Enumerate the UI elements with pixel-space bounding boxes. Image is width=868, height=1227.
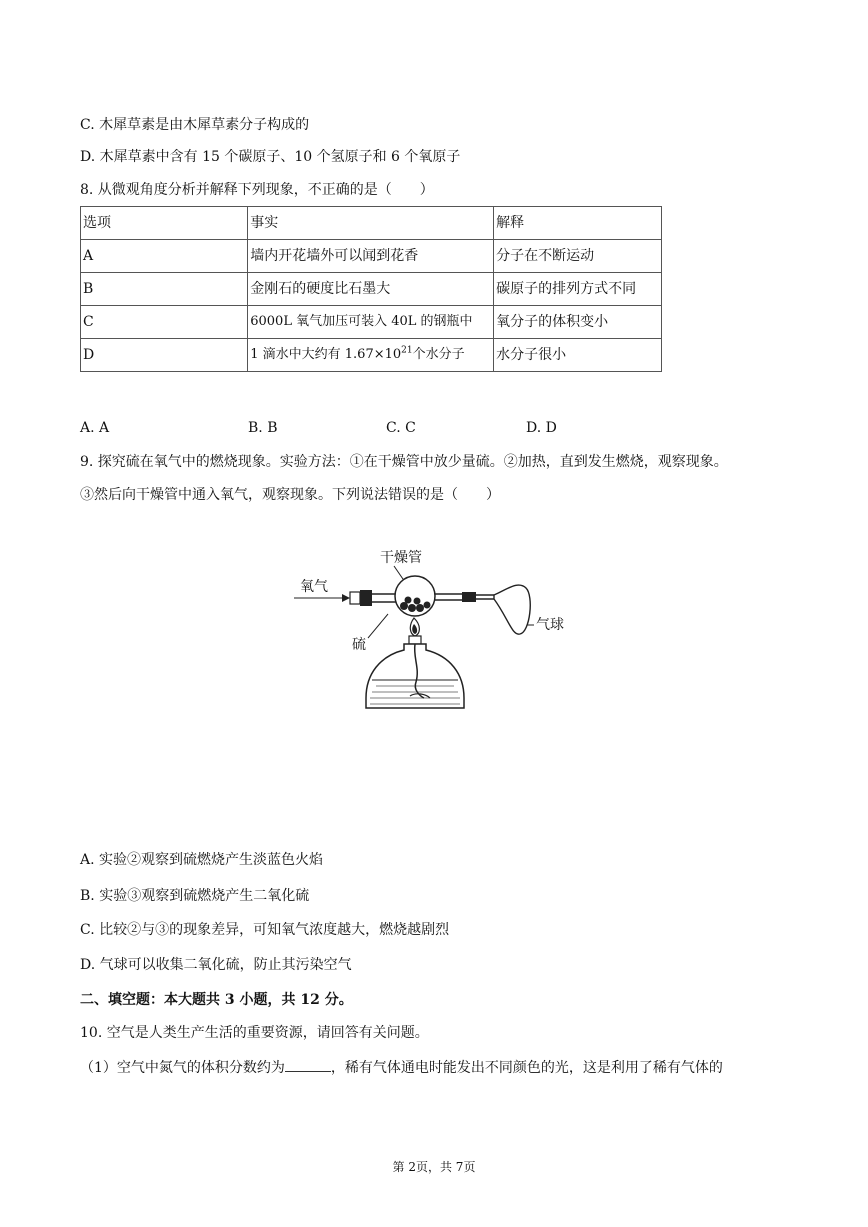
- fact-suffix: 个水分子: [412, 347, 465, 362]
- table-row: [81, 339, 662, 372]
- row-option: A: [81, 240, 248, 273]
- label-drying-tube: 干燥管: [380, 549, 422, 565]
- row-fact: 6000L 氧气加压可装入 40L 的钢瓶中: [248, 306, 494, 339]
- header-explanation: 解释: [494, 207, 662, 240]
- q9-option-d: D. 气球可以收集二氧化硫，防止其污染空气: [80, 957, 352, 973]
- q10-part1-suffix: ，稀有气体通电时能发出不同颜色的光，这是利用了稀有气体的: [330, 1060, 723, 1076]
- row-explanation: 分子在不断运动: [494, 240, 662, 273]
- fact-exponent: 21: [401, 345, 413, 356]
- page-footer: 第 2页，共 7页: [392, 1160, 476, 1174]
- q8-choice-d: D. D: [526, 420, 557, 436]
- q9-option-c: C. 比较②与③的现象差异，可知氧气浓度越大，燃烧越剧烈: [80, 922, 450, 938]
- q9-stem-line2: ③然后向干燥管中通入氧气，观察现象。下列说法错误的是（ ）: [80, 487, 500, 503]
- header-fact: 事实: [248, 207, 494, 240]
- label-balloon: 气球: [536, 616, 564, 632]
- table-row: [81, 273, 662, 306]
- q7-option-d: D. 木犀草素中含有 15 个碳原子、10 个氢原子和 6 个氧原子: [80, 149, 461, 165]
- row-explanation: 氧分子的体积变小: [494, 306, 662, 339]
- q9-option-b: B. 实验③观察到硫燃烧产生二氧化硫: [80, 888, 310, 904]
- q10-part1: [80, 1057, 723, 1078]
- label-sulfur: 硫: [352, 636, 366, 652]
- q8-choice-b: B. B: [248, 420, 278, 436]
- left-stopper: [350, 592, 360, 604]
- row-option: B: [81, 273, 248, 306]
- label-oxygen: 氧气: [300, 578, 328, 594]
- section-title: 二、填空题：本大题共 3 小题，共 12 分。: [80, 992, 353, 1008]
- q8-table: [80, 206, 662, 372]
- q9-option-a: A. 实验②观察到硫燃烧产生淡蓝色火焰: [80, 852, 324, 868]
- row-explanation: 水分子很小: [494, 339, 662, 372]
- q8-stem: 8. 从微观角度分析并解释下列现象，不正确的是（ ）: [80, 182, 434, 198]
- q10-stem: 10. 空气是人类生产生活的重要资源，请回答有关问题。: [80, 1025, 429, 1041]
- row-option: C: [81, 306, 248, 339]
- row-option: D: [81, 339, 248, 372]
- fact-prefix: 1 滴水中大约有 1.67×10: [250, 347, 402, 362]
- table-header-row: [81, 207, 662, 240]
- q8-choice-a: A. A: [80, 420, 110, 436]
- q7-option-c: C. 木犀草素是由木犀草素分子构成的: [80, 117, 310, 133]
- combustion-apparatus-figure: [280, 538, 600, 718]
- q10-part1-prefix: （1）空气中氮气的体积分数约为: [80, 1060, 285, 1076]
- answer-blank[interactable]: [285, 1057, 331, 1072]
- table-row: [81, 306, 662, 339]
- table-row: [81, 240, 662, 273]
- row-explanation: 碳原子的排列方式不同: [494, 273, 662, 306]
- q9-stem-line1: 9. 探究硫在氧气中的燃烧现象。实验方法：①在干燥管中放少量硫。②加热，直到发生燃烧，观察现象。: [80, 454, 728, 470]
- row-fact: 金刚石的硬度比石墨大: [248, 273, 494, 306]
- balloon-shape: [494, 585, 530, 634]
- row-fact: 墙内开花墙外可以闻到花香: [248, 240, 494, 273]
- q8-choice-c: C. C: [386, 420, 416, 436]
- header-option: 选项: [81, 207, 248, 240]
- row-fact: [248, 339, 494, 372]
